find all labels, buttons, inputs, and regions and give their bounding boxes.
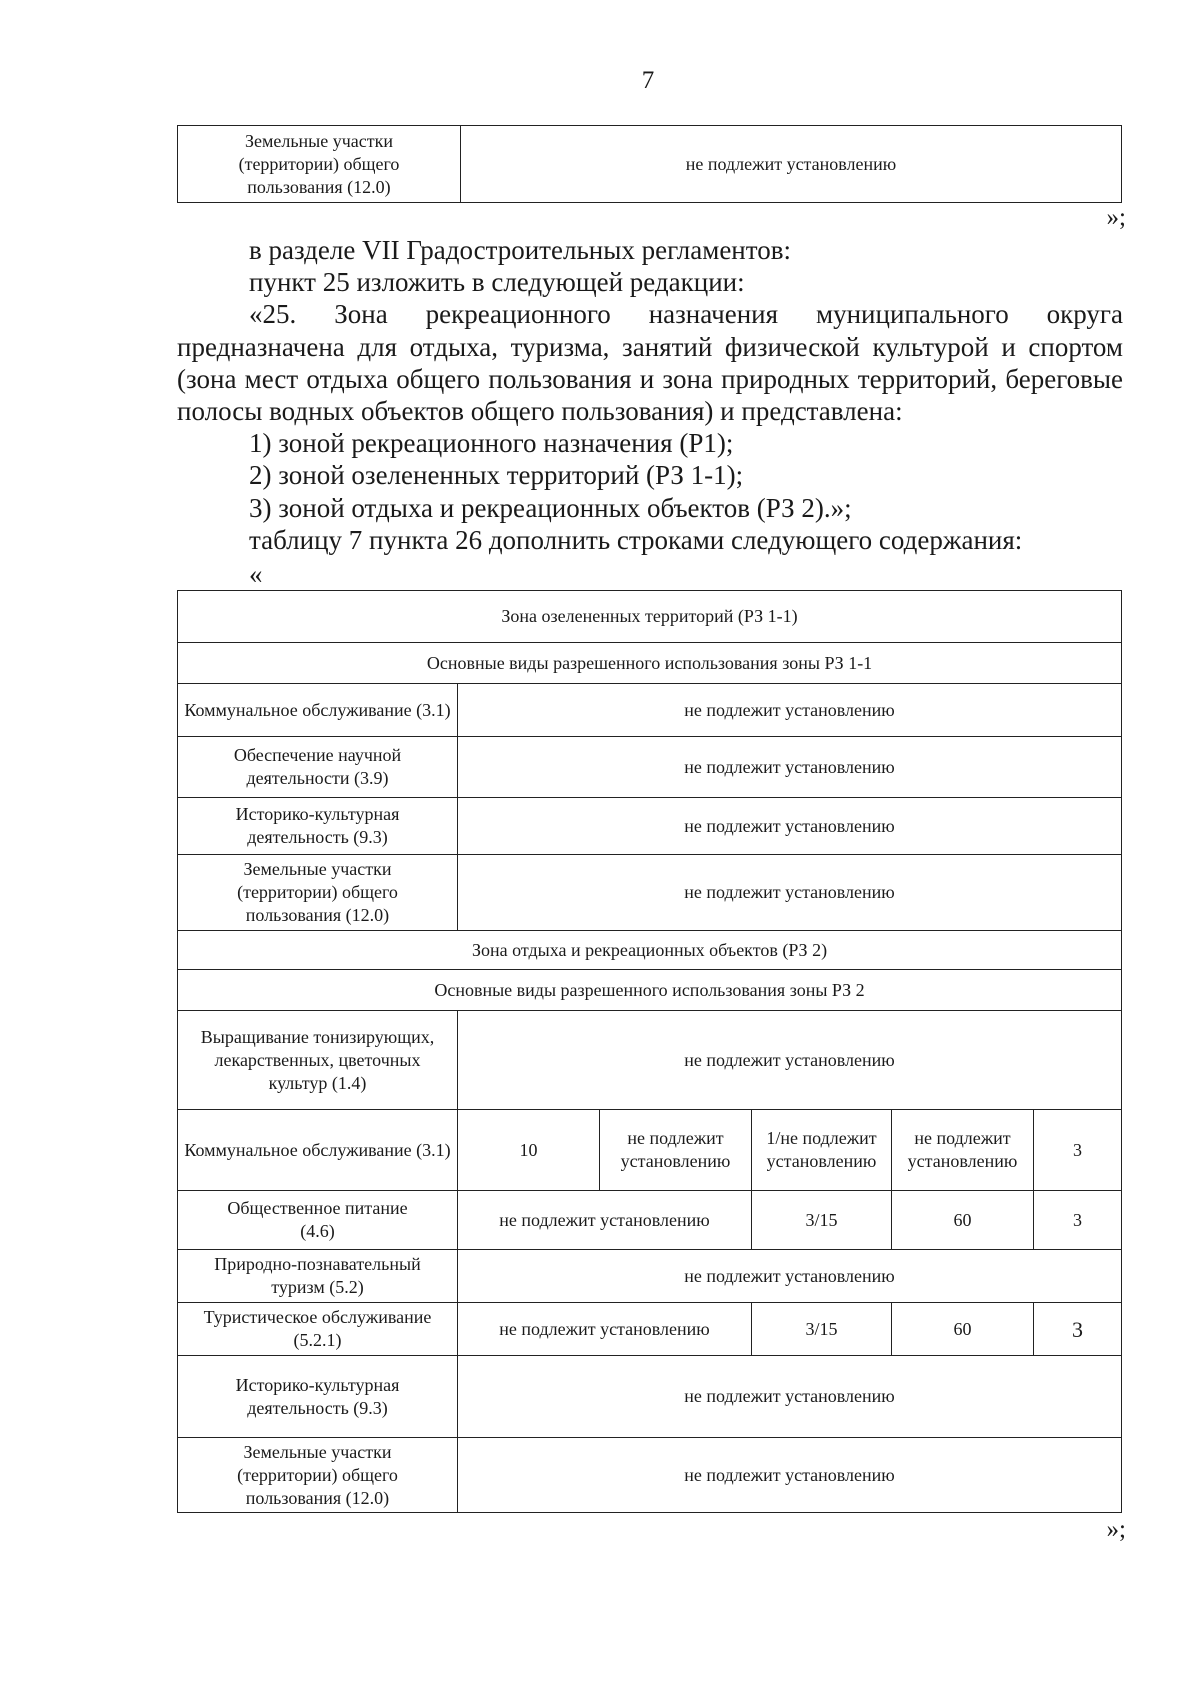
- table-cell-value: не подлежит установлению: [458, 737, 1122, 798]
- page-number: 7: [641, 67, 655, 94]
- table-cell-value: 60: [892, 1303, 1034, 1356]
- zone-title: Зона отдыха и рекреационных объектов (РЗ 2): [178, 931, 1122, 970]
- zone-header-row: [178, 931, 1122, 970]
- table-cell-value: не подлежит установлению: [458, 1356, 1122, 1438]
- closing-quote: »;: [1106, 1516, 1126, 1543]
- table-cell-value: 3: [1034, 1191, 1122, 1250]
- table-cell-value: не подлежит установлению: [458, 1011, 1122, 1110]
- table-cell-use: Выращивание тонизирующих, лекарственных, цветочных культур (1.4): [178, 1011, 458, 1110]
- table-cell-value: 3/15: [752, 1303, 892, 1356]
- table-cell-use: Земельные участки (территории) общего пользования (12.0): [178, 1438, 458, 1513]
- table-cell-value: 60: [892, 1191, 1034, 1250]
- zone-subtitle: Основные виды разрешенного использования зоны РЗ 1-1: [178, 643, 1122, 684]
- table-cell-use: Коммунальное обслуживание (3.1): [178, 1110, 458, 1191]
- table-row: [178, 737, 1122, 798]
- body-text: [177, 234, 1123, 592]
- table-cell-value: 3: [1034, 1110, 1122, 1191]
- table-cell-use: Туристическое обслуживание (5.2.1): [178, 1303, 458, 1356]
- table-cell-value: 1/не подлежит установлению: [752, 1110, 892, 1191]
- land-use-table: [177, 590, 1122, 1513]
- text-line: в разделе VII Градостроительных регламентов:: [249, 235, 791, 265]
- table-cell-use: Историко-культурная деятельность (9.3): [178, 1356, 458, 1438]
- zone-subheader-row: [178, 970, 1122, 1011]
- table-cell-value: не подлежит установлению: [458, 1250, 1122, 1303]
- table-cell-value: не подлежит установлению: [600, 1110, 752, 1191]
- closing-quote: »;: [1106, 204, 1126, 231]
- table-cell-value: не подлежит установлению: [458, 1438, 1122, 1513]
- table-cell-value: не подлежит установлению: [458, 798, 1122, 855]
- table-row: [178, 1356, 1122, 1438]
- top-table: [177, 125, 1122, 203]
- table-cell-value: не подлежит установлению: [458, 1191, 752, 1250]
- table-cell-value: не подлежит установлению: [458, 1303, 752, 1356]
- list-item: 2) зоной озелененных территорий (РЗ 1-1);: [249, 460, 744, 491]
- list-item: 1) зоной рекреационного назначения (Р1);: [249, 428, 734, 459]
- table-row: [178, 1110, 1122, 1191]
- table-row: [178, 126, 1122, 203]
- table-cell-use: Природно-познавательный туризм (5.2): [178, 1250, 458, 1303]
- table-row: [178, 798, 1122, 855]
- table-cell-use: Историко-культурная деятельность (9.3): [178, 798, 458, 855]
- zone-header-row: [178, 591, 1122, 643]
- table-cell-value: не подлежит установлению: [461, 126, 1122, 203]
- table-cell-value: 3: [1034, 1303, 1122, 1356]
- table-row: [178, 1011, 1122, 1110]
- table-cell-value: не подлежит установлению: [892, 1110, 1034, 1191]
- table-cell-value: не подлежит установлению: [458, 855, 1122, 931]
- text-line: пункт 25 изложить в следующей редакции:: [249, 267, 745, 298]
- table-cell-value: не подлежит установлению: [458, 684, 1122, 737]
- list-item: 3) зоной отдыха и рекреационных объектов (РЗ 2).»;: [249, 492, 852, 523]
- zone-subheader-row: [178, 643, 1122, 684]
- table-row: [178, 1303, 1122, 1356]
- table-cell-use: Земельные участки (территории) общего пользования (12.0): [178, 855, 458, 931]
- table-cell-use: Обеспечение научной деятельности (3.9): [178, 737, 458, 798]
- table-cell-value: 10: [458, 1110, 600, 1191]
- table-cell-use: Коммунальное обслуживание (3.1): [178, 684, 458, 737]
- zone-title: Зона озелененных территорий (РЗ 1-1): [178, 591, 1122, 643]
- table-row: [178, 1438, 1122, 1513]
- table-row: [178, 1191, 1122, 1250]
- zone-subtitle: Основные виды разрешенного использования зоны РЗ 2: [178, 970, 1122, 1011]
- paragraph-25: «25. Зона рекреационного назначения муниципального округа предназначена для отдыха, туризма, занятий физической культурой и спортом (зона мест отдыха общего пользования и зона природных территорий, береговые полосы водных объектов общего пользования) и представлена:: [177, 299, 1123, 427]
- table-cell-use: Общественное питание (4.6): [178, 1191, 458, 1250]
- table-row: [178, 1250, 1122, 1303]
- table-cell-value: 3/15: [752, 1191, 892, 1250]
- table-row: [178, 855, 1122, 931]
- table-row: [178, 684, 1122, 737]
- table-cell-use: Земельные участки (территории) общего пользования (12.0): [178, 126, 461, 203]
- opening-quote: «: [249, 559, 263, 590]
- table-intro: таблицу 7 пункта 26 дополнить строками следующего содержания:: [249, 524, 1023, 555]
